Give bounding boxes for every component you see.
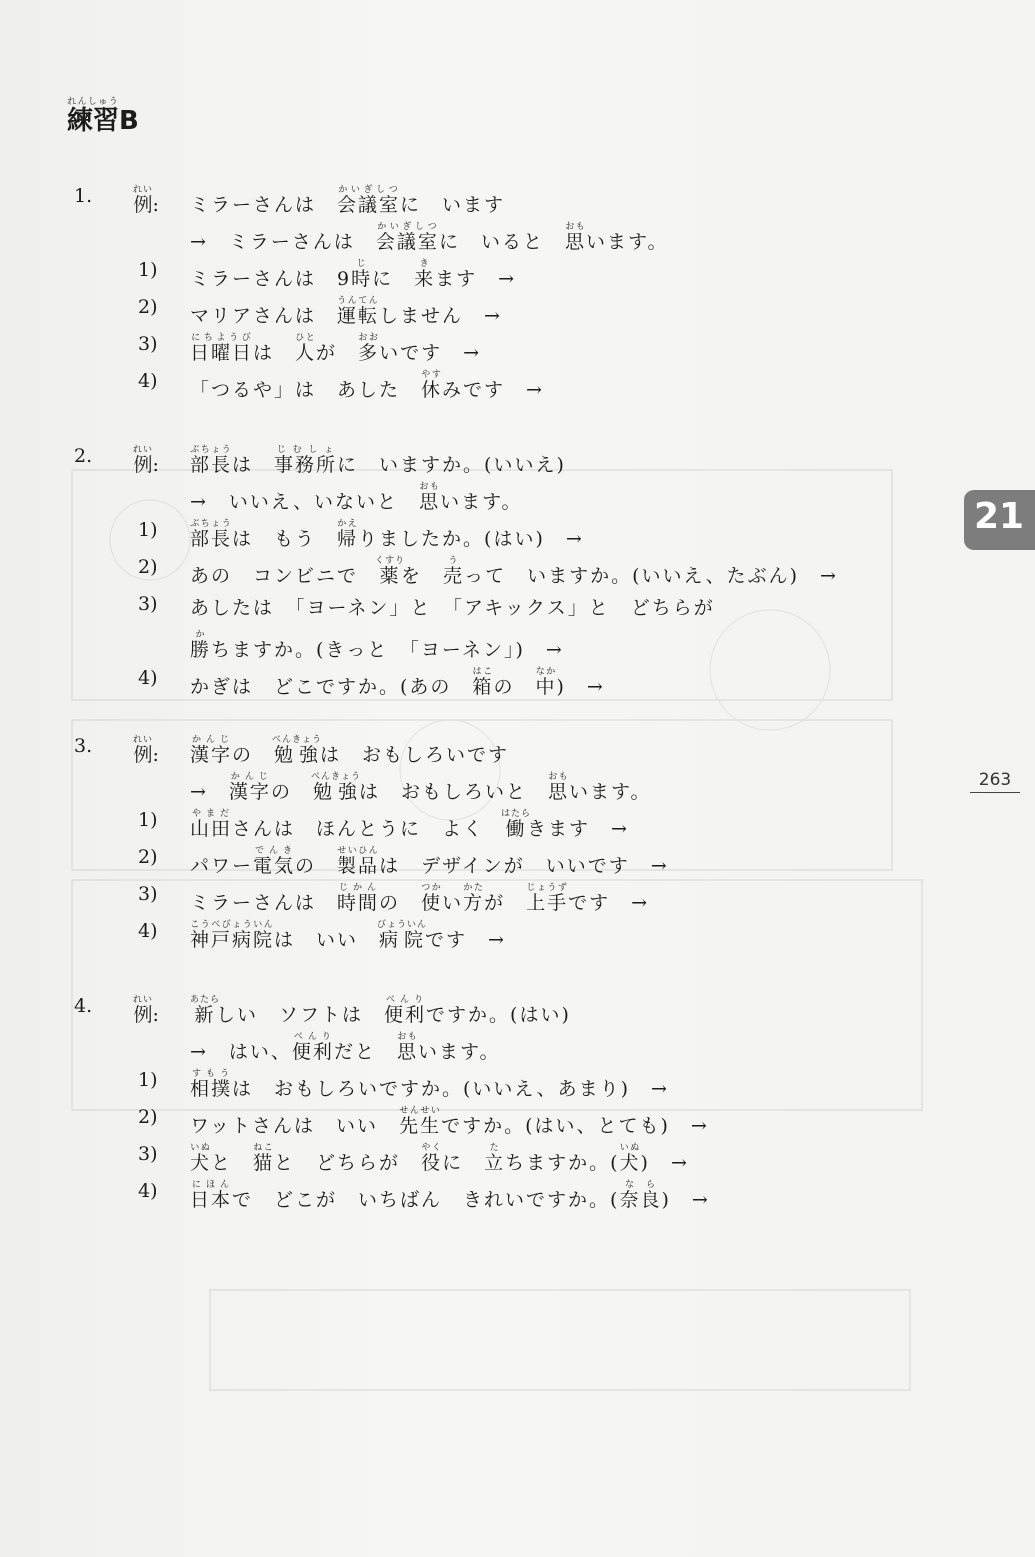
- section-number: 3.: [74, 735, 93, 757]
- exercise-item: 部長ぶちょうは もう 帰かえりましたか。(はい) →: [190, 519, 584, 550]
- section-number: 4.: [74, 995, 93, 1017]
- exercise-item: ワットさんは いい 先生せんせいですか。(はい、とても) →: [190, 1106, 709, 1137]
- exercise-item-continued: 勝かちますか。(きっと 「ヨーネン」) →: [190, 630, 564, 661]
- exercise-item: 日本にほんで どこが いちばん きれいですか。(奈良なら) →: [190, 1180, 710, 1211]
- exercise-item: マリアさんは 運転うんてんしません →: [190, 296, 502, 327]
- item-number: 2): [138, 556, 158, 578]
- example-sentence: ミラーさんは 会議室かいぎしつに います: [190, 185, 506, 216]
- exercise-item: あしたは 「ヨーネン」と 「アキックス」と どちらが: [190, 597, 715, 619]
- exercise-item: 相撲すもうは おもしろいですか。(いいえ、あまり) →: [190, 1069, 669, 1100]
- chapter-tab: 21: [964, 490, 1035, 550]
- item-number: 4): [138, 920, 158, 942]
- item-number: 3): [138, 593, 158, 615]
- item-number: 2): [138, 846, 158, 868]
- exercise-item: ミラーさんは 時間じかんの 使つかい方かたが 上手じょうずです →: [190, 883, 650, 914]
- example-sentence: 部長ぶちょうは 事務所じむしょに いますか。(いいえ): [190, 445, 566, 476]
- item-number: 1): [138, 259, 158, 281]
- exercise-item: あの コンビニで 薬くすりを 売うって いますか。(いいえ、たぶん) →: [190, 556, 838, 587]
- exercise-item: 神戸病院こうべびょういんは いい 病院びょういんです →: [190, 920, 506, 951]
- example-answer: → いいえ、いないと 思おもいます。: [190, 482, 523, 513]
- item-number: 2): [138, 1106, 158, 1128]
- item-number: 4): [138, 1180, 158, 1202]
- example-label: 例れい:: [133, 995, 159, 1026]
- item-number: 2): [138, 296, 158, 318]
- example-label: 例れい:: [133, 185, 159, 216]
- item-number: 3): [138, 333, 158, 355]
- section-number: 2.: [74, 445, 93, 467]
- section-number: 1.: [74, 185, 93, 207]
- exercise-item: パワー電気でんきの 製品せいひんは デザインが いいです →: [190, 846, 669, 877]
- exercise-item: 犬いぬと 猫ねこと どちらが 役やくに 立たちますか。(犬いぬ) →: [190, 1143, 689, 1174]
- example-answer: → ミラーさんは 会議室かいぎしつに いると 思おもいます。: [190, 222, 669, 253]
- item-number: 3): [138, 883, 158, 905]
- item-number: 3): [138, 1143, 158, 1165]
- example-label: 例れい:: [133, 445, 159, 476]
- example-answer: → はい、便利べんりだと 思おもいます。: [190, 1032, 501, 1063]
- example-answer: → 漢字かんじの 勉強べんきょうは おもしろいと 思おもいます。: [190, 772, 652, 803]
- exercise-item: 山田やまださんは ほんとうに よく 働はたらきます →: [190, 809, 629, 840]
- example-sentence: 漢字かんじの 勉強べんきょうは おもしろいです: [190, 735, 510, 766]
- exercise-item: ミラーさんは 9時じに 来きます →: [190, 259, 517, 290]
- example-sentence: 新あたらしい ソフトは 便利べんりですか。(はい): [190, 995, 571, 1026]
- page-number: 263: [970, 770, 1020, 793]
- exercise-item: 「つるや」は あした 休やすみです →: [190, 370, 544, 401]
- exercise-item: かぎは どこですか。(あの 箱はこの 中なか) →: [190, 667, 605, 698]
- example-label: 例れい:: [133, 735, 159, 766]
- item-number: 1): [138, 519, 158, 541]
- exercise-heading: 練習れんしゅうB: [67, 97, 139, 136]
- item-number: 1): [138, 1069, 158, 1091]
- item-number: 4): [138, 667, 158, 689]
- item-number: 1): [138, 809, 158, 831]
- exercise-item: 日曜日にちようびは 人ひとが 多おおいです →: [190, 333, 481, 364]
- item-number: 4): [138, 370, 158, 392]
